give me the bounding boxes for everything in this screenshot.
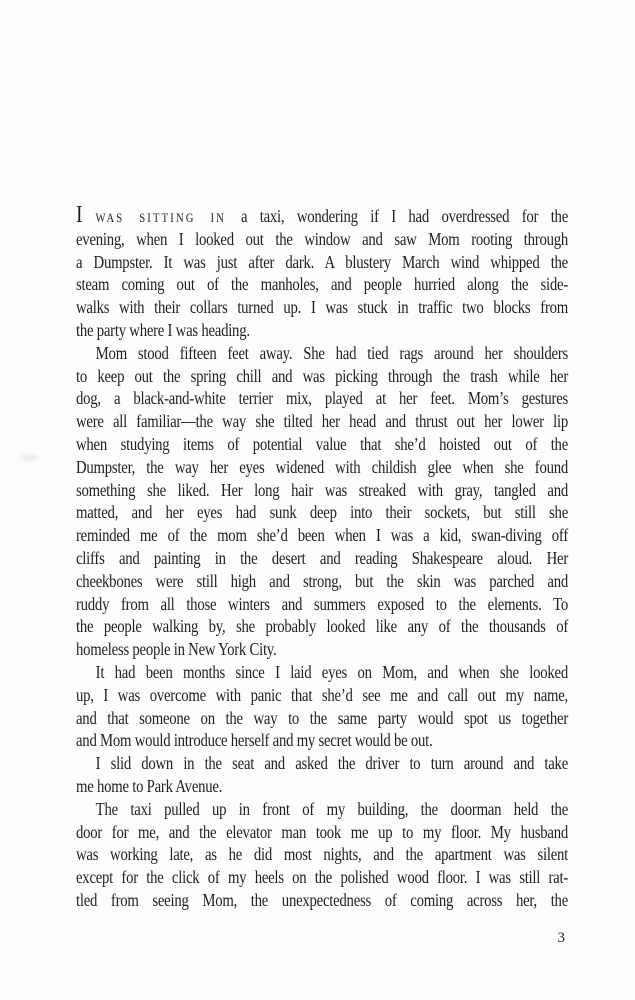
text-line: I slid down in the seat and asked the driver to turn around and take	[95, 753, 569, 774]
text-line: to keep out the spring chill and was picking through the trash while her	[76, 365, 568, 386]
text-line: cheekbones were still high and strong, but the skin was parched and	[76, 570, 568, 591]
text-line: and that someone on the way to the same party would spot us together	[76, 707, 568, 728]
text-line: Dumpster, the way her eyes widened with childish glee when she found	[76, 456, 568, 477]
opening-line-rest: a taxi, wondering if I had overdressed for the	[240, 206, 568, 226]
drop-cap: I	[76, 202, 83, 228]
text-line: reminded me of the mom she’d been when I was a kid, swan-diving off	[76, 525, 568, 546]
text-line: ruddy from all those winters and summers exposed to the elements. To	[76, 593, 568, 614]
text-line: up, I was overcome with panic that she’d see me and call out my name,	[76, 684, 568, 705]
text-line: me home to Park Avenue.	[76, 775, 223, 796]
text-line: It had been months since I laid eyes on Mom, and when she looked	[95, 661, 569, 682]
text-line: homeless people in New York City.	[76, 639, 277, 660]
text-line: The taxi pulled up in front of my building, the doorman held the	[95, 798, 569, 819]
text-line: Mom stood fifteen feet away. She had tied rags around her shoulders	[95, 342, 569, 363]
opening-line	[76, 204, 568, 228]
opening-smallcaps: was sitting in	[95, 206, 226, 226]
text-line: were all familiar—the way she tilted her head and thrust out her lower lip	[76, 411, 568, 432]
page-text-block	[76, 204, 568, 912]
text-line: walks with their collars turned up. I was stuck in traffic two blocks from	[76, 297, 568, 318]
page-number: 3	[557, 930, 565, 946]
text-line: dog, a black-and-white terrier mix, played at her feet. Mom’s gestures	[76, 388, 568, 409]
text-line: was working late, as he did most nights, and the apartment was silent	[76, 844, 568, 865]
text-line: a Dumpster. It was just after dark. A blustery March wind whipped the	[76, 251, 568, 272]
text-line: when studying items of potential value that she’d hoisted out of the	[76, 433, 568, 454]
scan-smudge	[16, 452, 42, 463]
text-line: door for me, and the elevator man took me up to my floor. My husband	[76, 821, 568, 842]
text-line: tled from seeing Mom, the unexpectedness of coming across her, the	[76, 889, 568, 910]
text-line: cliffs and painting in the desert and reading Shakespeare aloud. Her	[76, 547, 568, 568]
text-line: and Mom would introduce herself and my secret would be out.	[76, 730, 433, 751]
text-line: the party where I was heading.	[76, 319, 250, 340]
text-line: except for the click of my heels on the polished wood floor. I was still rat-	[76, 867, 568, 888]
text-line: something she liked. Her long hair was streaked with gray, tangled and	[76, 479, 568, 500]
text-line: matted, and her eyes had sunk deep into their sockets, but still she	[76, 502, 568, 523]
text-line: steam coming out of the manholes, and people hurried along the side-	[76, 274, 568, 295]
text-line: the people walking by, she probably looked like any of the thousands of	[76, 616, 568, 637]
text-line: evening, when I looked out the window and saw Mom rooting through	[76, 228, 568, 249]
body-text	[76, 228, 568, 912]
